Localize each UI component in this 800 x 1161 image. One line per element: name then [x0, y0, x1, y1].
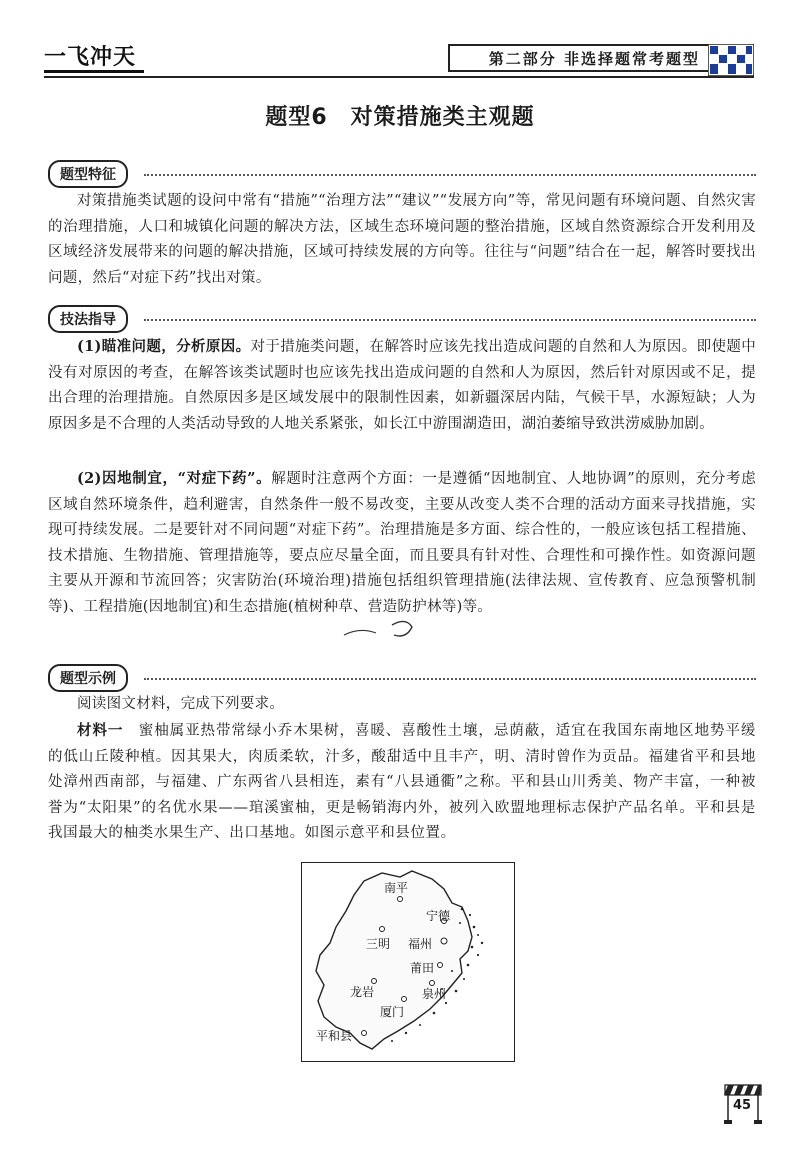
section-guide-header [44, 305, 756, 331]
material-text: 蜜柚属亚热带常绿小乔木果树，喜暖、喜酸性土壤，忌荫蔽，适宜在我国东南地区地势平缓的低山丘陵种植。因其果大，肉质柔软，汁多，酸甜适中且丰产，明、清时曾作为贡品。福建省平和县地处漳州西南部，与福建、广东两省八县相连，素有“八县通衢”之称。平和县山川秀美、物产丰富，一种被誉为“太阳果”的名优水果——琯溪蜜柚，更是畅销海内外，被列入欧盟地理标志保护产品名单。平和县是我国最大的柚类水果生产、出口基地。如图示意平和县位置。 [48, 723, 756, 841]
page-number: 45 [732, 1098, 752, 1113]
guide-point-2-heading: (2)因地制宜，“对症下药”。 [77, 470, 272, 487]
guide-point-2-body: 解题时注意两个方面：一是遵循“因地制宜、人地协调”的原则，充分考虑区域自然环境条件，趋利避害，自然条件一般不易改变，主要从改变人类不合理的活动方面来寻找措施，实现可持续发展。二是要针对不同问题“对症下药”。治理措施是多方面、综合性的，一般应该包括工程措施、技术措施、生物措施、管理措施等，要点应尽量全面，而且要具有针对性、合理性和可操作性。如资源问题主要从开源和节流回答；灾害防治(环境治理)措施包括组织管理措施(法律法规、宣传教育、应急预警机制等)、工程措施(因地制宜)和生态措施(植树种草、营造防护林等)等。 [48, 471, 756, 615]
map-label-longyan: 龙岩 [350, 985, 375, 999]
map-label-sanming: 三明 [366, 937, 391, 951]
map-label-ningde: 宁德 [426, 909, 451, 923]
section-features-header [44, 160, 756, 186]
guide-point-1-heading: (1)瞄准问题，分析原因。 [77, 338, 251, 355]
map-label-putian: 莆田 [410, 961, 435, 975]
handwritten-scribble [340, 615, 420, 645]
material-heading: 材料一 [77, 722, 124, 739]
header-section-box [448, 44, 708, 72]
header-section-title: 第二部分 非选择题常考题型 [488, 49, 700, 68]
dotted-rule [144, 678, 756, 680]
example-material [48, 718, 756, 847]
brand-logo: 一飞冲天 [44, 45, 137, 70]
section-features-label: 题型特征 [48, 160, 128, 188]
map-label-quanzhou: 泉州 [422, 987, 447, 1001]
section-example-header [44, 664, 756, 690]
fujian-map [301, 862, 515, 1062]
features-text: 对策措施类试题的设问中常有“措施”“治理方法”“建议”“发展方向”等，常见问题有环境问题、自然灾害的治理措施，人口和城镇化问题的解决方法，区域生态环境问题的整治措施，区域自然资源综合开发利用及区域经济发展带来的问题的解决措施，区域可持续发展的方向等。往往与“问题”结合在一起，解答时要找出问题，然后“对症下药”找出对策。 [48, 193, 756, 286]
section-example-label: 题型示例 [48, 664, 128, 692]
example-intro: 阅读图文材料，完成下列要求。 [77, 696, 285, 712]
header-rule [44, 76, 754, 78]
map-label-pinghe: 平和县 [316, 1029, 353, 1043]
page-title: 题型6 对策措施类主观题 [265, 105, 535, 130]
brand-underline [44, 70, 144, 73]
guide-point-1-body: 对于措施类问题，在解答时应该先找出造成问题的自然和人为原因。即使题中没有对原因的考查，在解答该类试题时也应该先找出造成问题的自然和人为原因，然后针对原因或不足，提出合理的治理措施。自然原因多是区域发展中的限制性因素，如新疆深居内陆，气候干旱，水源短缺；人为原因多是不合理的人类活动导致的人地关系紧张，如长江中游围湖造田，湖泊萎缩导致洪涝威胁加剧。 [48, 339, 756, 432]
dotted-rule [144, 174, 756, 176]
map-label-fuzhou: 福州 [408, 937, 433, 951]
dotted-rule [144, 319, 756, 321]
map-label-xiamen: 厦门 [380, 1005, 405, 1019]
guide-paragraph-1 [48, 334, 756, 437]
map-label-nanping: 南平 [384, 881, 409, 895]
checker-icon [708, 44, 754, 76]
section-guide-label: 技法指导 [48, 305, 128, 333]
guide-paragraph-2 [48, 466, 756, 620]
